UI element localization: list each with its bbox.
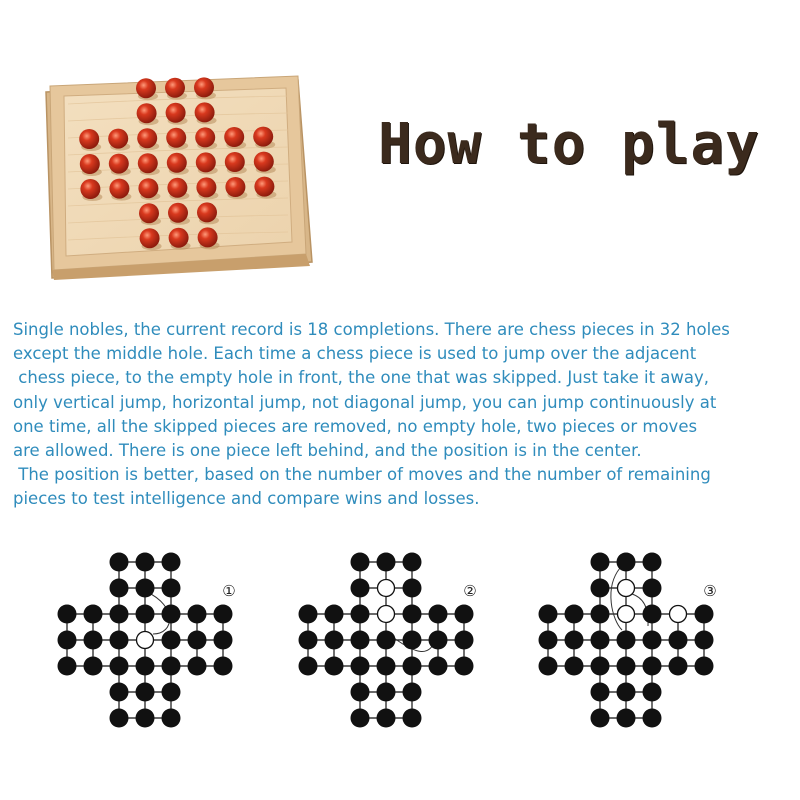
game-piece [351, 605, 370, 624]
red-ball-piece [79, 129, 99, 149]
red-ball-piece [137, 128, 157, 148]
game-piece [84, 657, 103, 676]
page-title: How to play [378, 112, 760, 177]
game-piece [669, 631, 688, 650]
game-piece [110, 683, 129, 702]
game-piece [643, 657, 662, 676]
game-piece [136, 579, 155, 598]
game-piece [403, 579, 422, 598]
game-piece [188, 631, 207, 650]
game-piece [403, 553, 422, 572]
empty-hole [378, 580, 395, 597]
game-piece [136, 605, 155, 624]
red-ball-piece [224, 127, 244, 147]
game-piece [110, 605, 129, 624]
game-piece [403, 631, 422, 650]
game-piece [591, 605, 610, 624]
red-ball-piece [109, 154, 129, 174]
step-diagram-2 [296, 550, 516, 775]
instruction-line: The position is better, based on the number of moves and the number of remaining [13, 465, 711, 485]
game-piece [110, 709, 129, 728]
red-ball-piece [139, 203, 159, 223]
game-piece [162, 683, 181, 702]
game-piece [162, 553, 181, 572]
game-piece [669, 657, 688, 676]
game-piece [84, 631, 103, 650]
game-piece [617, 683, 636, 702]
game-piece [351, 631, 370, 650]
game-piece [591, 709, 610, 728]
game-piece [136, 683, 155, 702]
game-piece [643, 683, 662, 702]
empty-hole [670, 606, 687, 623]
red-ball-piece [194, 77, 214, 97]
game-piece [429, 631, 448, 650]
step-diagram-1 [55, 550, 275, 775]
red-ball-piece [166, 128, 186, 148]
game-piece [188, 657, 207, 676]
red-ball-piece [80, 179, 100, 199]
game-piece [617, 553, 636, 572]
game-piece [299, 605, 318, 624]
red-ball-piece [196, 152, 216, 172]
empty-hole [618, 606, 635, 623]
step-number-label: ② [463, 582, 477, 600]
game-piece [617, 631, 636, 650]
instruction-line: chess piece, to the empty hole in front, the one that was skipped. Just take it away, [13, 368, 710, 388]
red-ball-piece [168, 203, 188, 223]
game-piece [617, 709, 636, 728]
red-ball-piece [253, 127, 273, 147]
game-piece [455, 657, 474, 676]
instruction-line: only vertical jump, horizontal jump, not diagonal jump, you can jump continuously at [13, 392, 717, 412]
solitaire-board-photo [40, 72, 318, 284]
game-piece [188, 605, 207, 624]
game-piece [84, 605, 103, 624]
game-piece [429, 605, 448, 624]
game-piece [351, 709, 370, 728]
game-piece [403, 605, 422, 624]
game-piece [351, 579, 370, 598]
red-ball-piece [136, 78, 156, 98]
game-piece [695, 631, 714, 650]
game-piece [565, 657, 584, 676]
game-piece [539, 631, 558, 650]
game-piece [617, 657, 636, 676]
game-piece [110, 631, 129, 650]
game-piece [162, 709, 181, 728]
game-piece [455, 631, 474, 650]
step-number-label: ① [222, 582, 236, 600]
game-piece [325, 657, 344, 676]
red-ball-piece [254, 177, 274, 197]
game-piece [136, 553, 155, 572]
empty-hole [378, 606, 395, 623]
game-piece [351, 683, 370, 702]
instructions-paragraph [13, 318, 793, 512]
step-diagram-3 [536, 550, 756, 775]
red-ball-piece [140, 228, 160, 248]
red-ball-piece [138, 178, 158, 198]
game-piece [643, 579, 662, 598]
red-ball-piece [80, 154, 100, 174]
game-piece [591, 553, 610, 572]
game-piece [591, 631, 610, 650]
game-piece [325, 605, 344, 624]
game-piece [58, 605, 77, 624]
red-ball-piece [197, 202, 217, 222]
red-ball-piece [138, 153, 158, 173]
peg-solitaire-diagram [296, 550, 516, 775]
game-piece [591, 657, 610, 676]
instruction-line: except the middle hole. Each time a chess piece is used to jump over the adjacent [13, 344, 697, 364]
red-ball-piece [109, 179, 129, 199]
red-ball-piece [167, 178, 187, 198]
game-piece [110, 657, 129, 676]
game-piece [58, 657, 77, 676]
red-ball-piece [137, 103, 157, 123]
game-piece [377, 709, 396, 728]
game-piece [214, 657, 233, 676]
red-ball-piece [165, 78, 185, 98]
peg-solitaire-diagram [536, 550, 756, 775]
red-ball-piece [169, 228, 189, 248]
game-piece [643, 605, 662, 624]
game-piece [403, 709, 422, 728]
game-piece [539, 657, 558, 676]
game-piece [136, 709, 155, 728]
red-ball-piece [254, 152, 274, 172]
game-piece [214, 631, 233, 650]
game-piece [455, 605, 474, 624]
game-piece [377, 657, 396, 676]
game-piece [565, 605, 584, 624]
red-ball-piece [195, 102, 215, 122]
red-ball-piece [195, 127, 215, 147]
game-piece [403, 683, 422, 702]
game-piece [591, 579, 610, 598]
empty-hole [137, 632, 154, 649]
red-ball-piece [166, 103, 186, 123]
game-piece [110, 579, 129, 598]
red-ball-piece [198, 227, 218, 247]
game-piece [377, 683, 396, 702]
instruction-line: Single nobles, the current record is 18 completions. There are chess pieces in 32 holes [13, 320, 730, 339]
game-piece [565, 631, 584, 650]
game-piece [299, 631, 318, 650]
instruction-line: pieces to test intelligence and compare wins and losses. [13, 489, 480, 509]
game-piece [58, 631, 77, 650]
instruction-line: are allowed. There is one piece left behind, and the position is in the center. [13, 441, 642, 461]
game-piece [214, 605, 233, 624]
instruction-line: one time, all the skipped pieces are removed, no empty hole, two pieces or moves [13, 416, 698, 436]
game-piece [377, 553, 396, 572]
game-piece [591, 683, 610, 702]
game-piece [695, 605, 714, 624]
step-number-label: ③ [703, 582, 717, 600]
game-piece [695, 657, 714, 676]
game-piece [162, 631, 181, 650]
game-piece [403, 657, 422, 676]
red-ball-piece [225, 177, 245, 197]
game-piece [162, 579, 181, 598]
game-piece [377, 631, 396, 650]
game-piece [162, 657, 181, 676]
game-piece [429, 657, 448, 676]
game-piece [325, 631, 344, 650]
game-piece [351, 657, 370, 676]
red-ball-piece [196, 177, 216, 197]
red-ball-piece [108, 129, 128, 149]
game-piece [643, 709, 662, 728]
game-piece [299, 657, 318, 676]
game-piece [136, 657, 155, 676]
game-piece [110, 553, 129, 572]
game-piece [643, 553, 662, 572]
peg-solitaire-diagram [55, 550, 275, 775]
game-piece [351, 553, 370, 572]
game-piece [643, 631, 662, 650]
game-piece [162, 605, 181, 624]
empty-hole [618, 580, 635, 597]
red-ball-piece [167, 153, 187, 173]
game-piece [539, 605, 558, 624]
red-ball-piece [225, 152, 245, 172]
